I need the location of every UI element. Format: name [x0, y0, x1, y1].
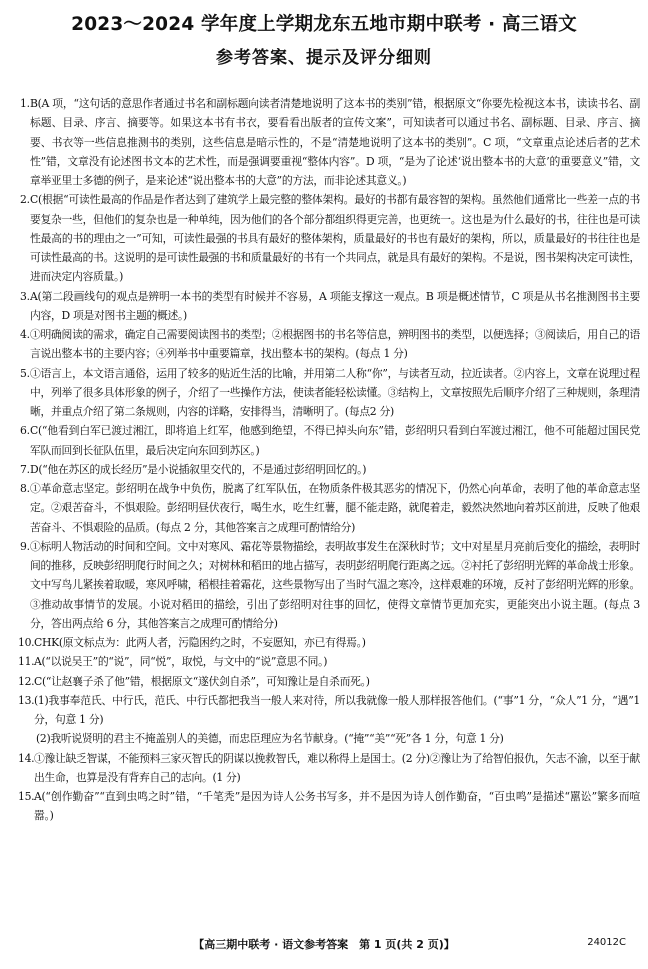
answer-number: 6. [20, 424, 30, 438]
answer-text: ①明确阅读的需求，确定自己需要阅读图书的类型；②根据图书的书名等信息，辨明图书的类型，以便选择；③阅读后，用自己的语言说出整本书的主要内容；④列举书中重要篇章，找出整本书的架构。(每点 1 分) [30, 328, 640, 361]
answer-item [20, 749, 640, 788]
answer-number: 1. [20, 97, 30, 110]
answer-text: CHK(原文标点为：此两人者，污隐困约之时，不妄愿知，亦已有得焉。) [34, 636, 366, 649]
answer-text: A(“创作勤奋”“直到虫鸣之时”错，“千笔秃”是因为诗人公务书写多，并不是因为诗人创作勤奋，“百虫鸣”是描述“嚚讼”繁多而喧嚣。) [34, 790, 640, 823]
answer-text: A(“以说吴王”的“说”，同“悦”，取悦，与文中的“说”意思不同。) [34, 655, 328, 669]
answer-number: 9. [20, 539, 30, 553]
answer-number: 7. [20, 462, 30, 476]
answer-item [20, 364, 640, 422]
answer-item [20, 633, 640, 652]
answer-text: ①豫让缺乏智谋，不能预料三家灭智氏的阴谋以挽救智氏，难以称得上是国士。(2 分)②豫让为了给智伯报仇，矢志不渝，以至于献出生命，也算是没有背弃自己的志向。(1 分) [34, 751, 640, 784]
page-footer [0, 934, 648, 954]
answer-item [20, 190, 640, 286]
answer-item [20, 787, 640, 826]
answer-item [20, 479, 640, 537]
answer-item [20, 287, 640, 326]
answer-list [20, 94, 640, 826]
answer-number: 5. [20, 366, 30, 380]
footer-doc-code: 24012C [587, 937, 626, 948]
answer-number: 11. [18, 655, 35, 669]
answer-text: D(“他在苏区的成长经历”是小说插叙里交代的，不是通过彭绍明回忆的。) [30, 462, 367, 476]
answer-number: 8. [20, 482, 30, 495]
answer-item [20, 691, 640, 730]
answer-text: C(根据“可读性最高的作品是作者达到了建筑学上最完整的整体架构。最好的书都有最容智的架构。虽然他们通常比一些差一点的书要复杂一些，但他们的复杂也是一种单纯，因为他们的各个部分都组织得更完善，也更统一。这也是为什么最好的书，往往也是可读性最高的书的理由之一”可知，可读性最强的书具有最好的整体架构，质量最好的书也有最好的架构，所以，质量最好的书往往也是可读性最高的书。这说明的是可读性最强的书和质量最好的书有一个共同点，就是具有最好的架构。不是说，图书架构决定可读性，进而决定内容质量。) [30, 193, 640, 284]
answer-number: 3. [20, 289, 30, 303]
answer-item [20, 537, 640, 633]
answer-item [20, 421, 640, 460]
answer-text: C(“让赵襄子杀了他”错，根据原文“遂伏剑自杀”，可知豫让是自杀而死。) [34, 674, 370, 688]
answer-text: B(A 项，“这句话的意思作者通过书名和副标题向读者清楚地说明了这本书的类别”错，根据原文“你要先检视这本书，读读书名、副标题、目录、序言、摘要等。如果这本书有书衣，要看看出版者的宣传文案”，可知读者可以通过书名、副标题、目录、序言、摘要、书衣等一些信息推测书的类别，这些信息是暗示性的，不是“清楚地说明了这本书的类别”。C 项，“文章重点论述后者的艺术性”错，文章没有论述图书文本的艺术性，而是强调要重视“整体内容”。D 项，“是为了论述‘说出整本书的大意’的重要意义”错，文章举亚里士多德的例子，是来论述“说出整本书的大意”的方法，而非论述其意义。) [30, 97, 640, 187]
answer-number: 12. [18, 674, 35, 688]
answer-item [20, 652, 640, 671]
answer-number: 14. [18, 751, 35, 765]
answer-text: A(第二段画线句的观点是辨明一本书的类型有时候并不容易，A 项能支撑这一观点。B 项是概述情节，C 项是从书名推测图书主要内容，D 项是对图书主题的概述。) [30, 289, 640, 322]
answer-number: 13. [18, 693, 35, 707]
answer-item [20, 94, 640, 190]
answer-text: (1)我事奉范氏、中行氏，范氏、中行氏都把我当一般人来对待，所以我就像一般人那样报答他们。(“事”1 分，“众人”1 分，“遇”1 分，句意 1 分) [34, 693, 640, 726]
answer-number: 4. [20, 328, 30, 341]
answer-item [20, 460, 640, 479]
footer-page-info: 【高三期中联考 · 语文参考答案 第 1 页(共 2 页)】 [193, 938, 455, 951]
page-title: 2023～2024 学年度上学期龙东五地市期中联考 · 高三语文 [71, 14, 577, 35]
answer-item [20, 672, 640, 691]
answer-text: C(“他看到白军已渡过湘江，即将追上红军，他感到绝望，不得已掉头向东”错，彭绍明只看到白军渡过湘江，他不可能超过国民党军队而回到长征队伍里，最后决定向东回到苏区。) [30, 424, 640, 457]
answer-number: 15. [18, 790, 35, 803]
answer-subtext: (2)我听说贤明的君主不掩盖别人的美德，而忠臣理应为名节献身。(“掩”“美”“死”各 1 分，句意 1 分) [36, 732, 504, 746]
answer-item [20, 325, 640, 364]
page-subtitle: 参考答案、提示及评分细则 [216, 48, 432, 68]
answer-text: ①标明人物活动的时间和空间。文中对寒风、霜花等景物描绘，表明故事发生在深秋时节；文中对星星月亮前后变化的描绘，表明时间的推移，反映彭绍明爬行时间之久；对树林和稻田的地占描写，表明彭绍明爬行距离之远。②衬托了彭绍明光辉的革命战士形象。文中写鸟儿紧挨着取暖，寒风呼啸，稻根挂着霜花，这些景物写出了当时气温之寒冷，这样艰难的环境，反衬了彭绍明光辉的形象。③推动故事情节的发展。小说对稻田的描绘，引出了彭绍明对往事的回忆，使得文章情节更加充实，更能突出小说主题。(每点 3 分，答出两点给 6 分，其他答案言之成理可酌情给分) [30, 539, 640, 630]
answer-number: 10. [18, 636, 35, 649]
answer-text: ①语言上，本文语言通俗，运用了较多的贴近生活的比喻，并用第二人称“你”，与读者互动，拉近读者。②内容上，文章在说理过程中，列举了很多具体形象的例子，介绍了一些操作方法，使读者能轻松读懂。③结构上，文章按照先后顺序介绍了三种规则，条理清晰，并重点介绍了第二条规则，内容的详略，安排得当，清晰明了。(每点2 分) [30, 366, 640, 418]
answer-text: ①革命意志坚定。彭绍明在战争中负伤，脱离了红军队伍，在物质条件极其恶劣的情况下，仍然心向革命，表明了他的革命意志坚定。②艰苦奋斗，不惧艰险。彭绍明昼伏夜行，喝生水，吃生红薯，腿不能走路，就爬着走，毅然决然地向着苏区前进，反映了他艰苦奋斗、不惧艰险的品质。(每点 2 分，其他答案言之成理可酌情给分) [30, 482, 640, 534]
answer-number: 2. [20, 193, 30, 207]
